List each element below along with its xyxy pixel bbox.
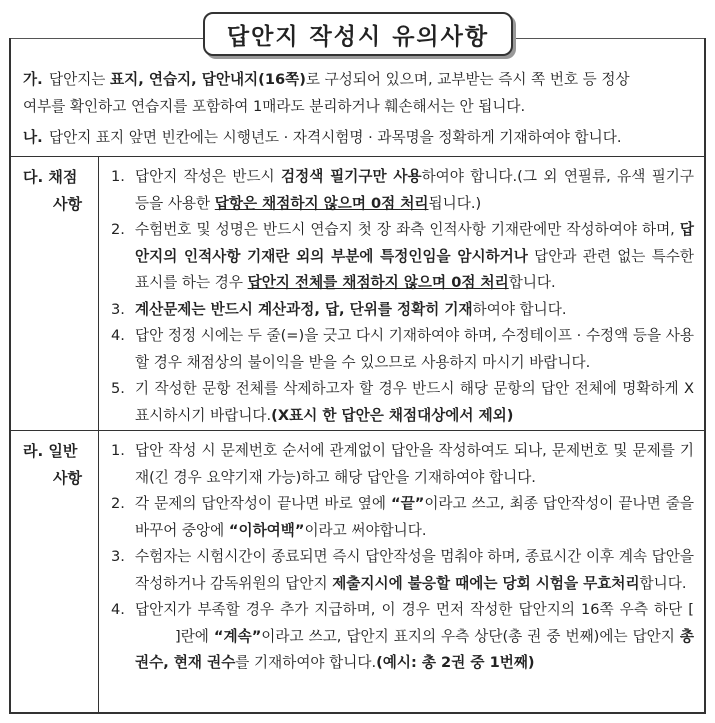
section-general bbox=[11, 430, 704, 714]
list-item: 3. 수험자는 시험시간이 종료되면 즉시 답안작성을 멈춰야 하며, 종료시간 이후 계속 답안을 작성하거나 감독위원의 답안지 제출지시에 불응할 때에는 당회 시험을 무효처리합니다. bbox=[111, 548, 694, 592]
list-item: 2. 수험번호 및 성명은 반드시 연습지 첫 장 좌측 인적사항 기재란에만 작성하여야 하며, 답안지의 인적사항 기재란 외의 부분에 특정인임을 암시하거나 답안과 관련 없는 특수한 표시를 하는 경우 답안지 전체를 채점하지 않으며 0점 처리합니다. bbox=[111, 221, 694, 291]
section-label: 라. 일반 사항 bbox=[11, 430, 99, 714]
list-item: 1. 답안지 작성은 반드시 검정색 필기구만 사용하여야 합니다.(그 외 연필류, 유색 필기구 등을 사용한 답항은 채점하지 않으며 0점 처리됩니다.) bbox=[111, 168, 695, 212]
intro-text: 답안지 표지 앞면 빈칸에는 시행년도 · 자격시험명 · 과목명을 정확하게 기재하여야 합니다. bbox=[49, 129, 622, 146]
list-item: 2. 각 문제의 답안작성이 끝나면 바로 옆에 “끝”이라고 쓰고, 최종 답안작성이 끝나면 줄을 바꾸어 중앙에 “이하여백”이라고 써야합니다. bbox=[111, 495, 694, 539]
intro-mark: 가. bbox=[23, 71, 43, 88]
section-label: 다. 채점 사항 bbox=[11, 156, 99, 468]
intro-item-ga-cont: 여부를 확인하고 연습지를 포함하여 1매라도 분리하거나 훼손해서는 안 됩니다. bbox=[23, 98, 526, 115]
section-body bbox=[99, 156, 704, 468]
list-item: 4. 답안 정정 시에는 두 줄(=)을 긋고 다시 기재하여야 하며, 수정테이프 · 수정액 등을 사용할 경우 채점상의 불이익을 받을 수 있으므로 사용하지 마시기 바랍니다. bbox=[111, 327, 694, 371]
list-item: 5. 기 작성한 문항 전체를 삭제하고자 할 경우 반드시 해당 문항의 답안 전체에 명확하게 X표시하시기 바랍니다.(X표시 한 답안은 채점대상에서 제외) bbox=[111, 380, 694, 424]
notice-frame bbox=[9, 38, 706, 714]
intro-text: 답안지는 표지, 연습지, 답안내지(16쪽)로 구성되어 있으며, 교부받는 즉시 쪽 번호 등 정상 bbox=[49, 71, 630, 88]
list-item: 3. 계산문제는 반드시 계산과정, 답, 단위를 정확히 기재하여야 합니다. bbox=[111, 300, 567, 318]
intro-mark: 나. bbox=[23, 129, 43, 146]
intro-item-na bbox=[11, 124, 704, 151]
page-title: 답안지 작성시 유의사항 bbox=[226, 23, 490, 50]
section-body bbox=[99, 430, 704, 714]
section-scoring bbox=[11, 156, 704, 468]
intro-item-ga bbox=[11, 66, 704, 93]
list-item: 4. 답안지가 부족할 경우 추가 지급하며, 이 경우 먼저 작성한 답안지의 16쪽 우측 하단 []란에 “계속”이라고 쓰고, 답안지 표지의 우측 상단(총 권 중 번째)에는 답안지 총 권수, 현재 권수를 기재하여야 합니다.(예시: 총 2권 중 1번째) bbox=[111, 601, 694, 671]
list-item: 1. 답안 작성 시 문제번호 순서에 관계없이 답안을 작성하여도 되나, 문제번호 및 문제를 기재(긴 경우 요약기재 가능)하고 해당 답안을 기재하여야 합니다. bbox=[111, 442, 694, 486]
